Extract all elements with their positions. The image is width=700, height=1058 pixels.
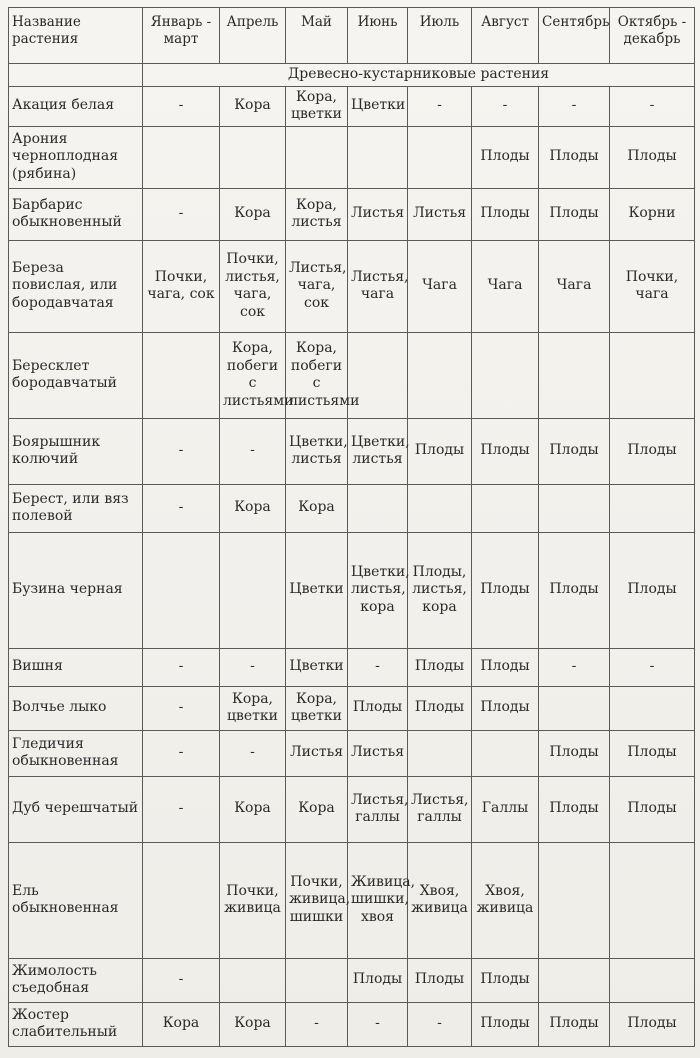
- harvest-cell: [348, 126, 408, 188]
- harvest-cell: Листья, галлы: [408, 776, 472, 842]
- header-may: Май: [286, 8, 348, 64]
- harvest-cell: [472, 730, 539, 776]
- harvest-cell: Кора: [220, 1002, 286, 1046]
- harvest-cell: Листья, чага: [348, 240, 408, 332]
- harvest-cell: Плоды, листья, кора: [408, 532, 472, 648]
- harvest-cell: Кора, листья: [286, 188, 348, 240]
- plant-name-cell: Акация белая: [9, 86, 143, 126]
- harvest-cell: -: [539, 86, 610, 126]
- header-july: Июль: [408, 8, 472, 64]
- harvest-cell: -: [286, 1002, 348, 1046]
- harvest-cell: Плоды: [472, 532, 539, 648]
- table-row: [9, 686, 695, 730]
- harvest-cell: Почки, живица, шишки: [286, 842, 348, 958]
- table-row: [9, 126, 695, 188]
- header-row: [9, 8, 695, 64]
- harvest-cell: [610, 332, 695, 418]
- harvest-cell: Плоды: [408, 958, 472, 1002]
- harvest-cell: Цветки, листья, кора: [348, 532, 408, 648]
- harvest-cell: Плоды: [539, 1002, 610, 1046]
- harvest-cell: [610, 842, 695, 958]
- harvest-cell: Плоды: [348, 958, 408, 1002]
- harvest-cell: Кора, побеги с листьями: [220, 332, 286, 418]
- harvest-cell: -: [143, 484, 220, 532]
- plant-name-cell: Жимолость съедобная: [9, 958, 143, 1002]
- harvest-cell: -: [220, 648, 286, 686]
- plant-name-cell: Жостер слабительный: [9, 1002, 143, 1046]
- harvest-cell: -: [143, 418, 220, 484]
- harvest-cell: Плоды: [539, 776, 610, 842]
- table-row: [9, 332, 695, 418]
- harvest-cell: Корни: [610, 188, 695, 240]
- harvest-cell: Чага: [472, 240, 539, 332]
- plant-name-cell: Берест, или вяз полевой: [9, 484, 143, 532]
- harvest-cell: Цветки: [286, 648, 348, 686]
- harvest-cell: Плоды: [472, 648, 539, 686]
- harvest-cell: [539, 958, 610, 1002]
- harvest-cell: -: [472, 86, 539, 126]
- harvest-cell: [539, 686, 610, 730]
- harvest-cell: [408, 484, 472, 532]
- table-row: [9, 648, 695, 686]
- harvest-cell: -: [539, 648, 610, 686]
- table-row: [9, 86, 695, 126]
- header-jan-mar: Январь - март: [143, 8, 220, 64]
- harvest-cell: Плоды: [539, 188, 610, 240]
- harvest-cell: [472, 484, 539, 532]
- harvest-cell: -: [348, 1002, 408, 1046]
- header-plant-name: Название растения: [9, 8, 143, 64]
- harvest-cell: Плоды: [610, 532, 695, 648]
- harvest-cell: Плоды: [539, 532, 610, 648]
- plant-name-cell: Береза повислая, или бородавчатая: [9, 240, 143, 332]
- table-row: [9, 484, 695, 532]
- harvest-cell: -: [143, 686, 220, 730]
- plant-name-cell: Дуб черешчатый: [9, 776, 143, 842]
- harvest-cell: Плоды: [472, 1002, 539, 1046]
- harvest-cell: -: [408, 86, 472, 126]
- header-june: Июнь: [348, 8, 408, 64]
- harvest-cell: [143, 842, 220, 958]
- harvest-cell: -: [143, 86, 220, 126]
- harvest-cell: Плоды: [408, 418, 472, 484]
- harvest-cell: Кора: [220, 776, 286, 842]
- harvest-calendar-table: [8, 7, 695, 1047]
- harvest-cell: Чага: [539, 240, 610, 332]
- harvest-cell: -: [408, 1002, 472, 1046]
- harvest-cell: Плоды: [539, 126, 610, 188]
- harvest-cell: Плоды: [472, 686, 539, 730]
- section-row: [9, 64, 695, 87]
- harvest-cell: [143, 332, 220, 418]
- harvest-cell: Почки, листья, чага, сок: [220, 240, 286, 332]
- header-oct-dec: Октябрь - декабрь: [610, 8, 695, 64]
- harvest-cell: [472, 332, 539, 418]
- harvest-cell: [408, 332, 472, 418]
- plant-name-cell: Арония черноплодная (рябина): [9, 126, 143, 188]
- harvest-cell: -: [610, 86, 695, 126]
- harvest-cell: [408, 730, 472, 776]
- harvest-cell: [539, 332, 610, 418]
- harvest-cell: Галлы: [472, 776, 539, 842]
- plant-name-cell: Бузина черная: [9, 532, 143, 648]
- harvest-cell: [143, 126, 220, 188]
- harvest-cell: Кора: [143, 1002, 220, 1046]
- harvest-cell: Кора, цветки: [220, 686, 286, 730]
- harvest-cell: Плоды: [472, 958, 539, 1002]
- harvest-cell: Хвоя, живица: [408, 842, 472, 958]
- harvest-cell: Почки, чага: [610, 240, 695, 332]
- harvest-cell: Кора, побеги с листьями: [286, 332, 348, 418]
- harvest-cell: Плоды: [472, 126, 539, 188]
- harvest-cell: Плоды: [472, 188, 539, 240]
- harvest-cell: [143, 532, 220, 648]
- harvest-cell: [220, 532, 286, 648]
- harvest-cell: [539, 842, 610, 958]
- harvest-cell: Плоды: [348, 686, 408, 730]
- harvest-cell: Кора: [220, 188, 286, 240]
- plant-name-cell: Вишня: [9, 648, 143, 686]
- harvest-cell: Листья, галлы: [348, 776, 408, 842]
- harvest-cell: Листья: [408, 188, 472, 240]
- section-spacer: [9, 64, 143, 87]
- harvest-cell: [610, 958, 695, 1002]
- harvest-cell: Цветки, листья: [286, 418, 348, 484]
- harvest-cell: Плоды: [539, 730, 610, 776]
- harvest-cell: Листья: [348, 730, 408, 776]
- plant-name-cell: Волчье лыко: [9, 686, 143, 730]
- table-row: [9, 958, 695, 1002]
- harvest-cell: Плоды: [610, 126, 695, 188]
- harvest-cell: [286, 126, 348, 188]
- harvest-cell: [286, 958, 348, 1002]
- harvest-cell: -: [143, 648, 220, 686]
- harvest-cell: Почки, живица: [220, 842, 286, 958]
- header-september: Сентябрь: [539, 8, 610, 64]
- harvest-cell: Кора, цветки: [286, 686, 348, 730]
- harvest-cell: [408, 126, 472, 188]
- harvest-cell: [539, 484, 610, 532]
- plant-name-cell: Бересклет бородавчатый: [9, 332, 143, 418]
- harvest-cell: Плоды: [610, 1002, 695, 1046]
- table-row: [9, 188, 695, 240]
- plant-name-cell: Барбарис обыкновенный: [9, 188, 143, 240]
- table-row: [9, 1002, 695, 1046]
- harvest-cell: -: [220, 418, 286, 484]
- harvest-cell: Чага: [408, 240, 472, 332]
- harvest-cell: Листья: [286, 730, 348, 776]
- harvest-cell: -: [348, 648, 408, 686]
- harvest-cell: -: [143, 730, 220, 776]
- harvest-cell: Цветки, листья: [348, 418, 408, 484]
- harvest-cell: Листья, чага, сок: [286, 240, 348, 332]
- header-august: Август: [472, 8, 539, 64]
- harvest-cell: -: [610, 648, 695, 686]
- harvest-cell: Живица, шишки, хвоя: [348, 842, 408, 958]
- section-title: Древесно-кустарниковые растения: [143, 64, 695, 87]
- harvest-cell: [220, 958, 286, 1002]
- harvest-cell: Плоды: [539, 418, 610, 484]
- harvest-cell: [348, 484, 408, 532]
- table-row: [9, 418, 695, 484]
- harvest-cell: -: [143, 776, 220, 842]
- harvest-cell: Плоды: [610, 776, 695, 842]
- harvest-cell: Кора, цветки: [286, 86, 348, 126]
- harvest-cell: -: [220, 730, 286, 776]
- harvest-cell: -: [143, 958, 220, 1002]
- harvest-cell: Плоды: [472, 418, 539, 484]
- harvest-cell: [610, 686, 695, 730]
- plant-name-cell: Гледичия обыкновенная: [9, 730, 143, 776]
- table-row: [9, 776, 695, 842]
- harvest-cell: Почки, чага, сок: [143, 240, 220, 332]
- harvest-cell: Кора: [286, 484, 348, 532]
- plant-name-cell: Боярышник колючий: [9, 418, 143, 484]
- harvest-cell: Кора: [220, 484, 286, 532]
- table-row: [9, 240, 695, 332]
- harvest-cell: Кора: [286, 776, 348, 842]
- harvest-cell: Цветки: [348, 86, 408, 126]
- table-row: [9, 532, 695, 648]
- harvest-cell: -: [143, 188, 220, 240]
- harvest-cell: Цветки: [286, 532, 348, 648]
- table-row: [9, 730, 695, 776]
- harvest-cell: Плоды: [408, 648, 472, 686]
- harvest-cell: [220, 126, 286, 188]
- harvest-cell: Хвоя, живица: [472, 842, 539, 958]
- harvest-cell: Кора: [220, 86, 286, 126]
- harvest-cell: Листья: [348, 188, 408, 240]
- harvest-cell: Плоды: [610, 730, 695, 776]
- harvest-cell: Плоды: [408, 686, 472, 730]
- table-row: [9, 842, 695, 958]
- harvest-cell: Плоды: [610, 418, 695, 484]
- header-april: Апрель: [220, 8, 286, 64]
- harvest-cell: [610, 484, 695, 532]
- plant-name-cell: Ель обыкновенная: [9, 842, 143, 958]
